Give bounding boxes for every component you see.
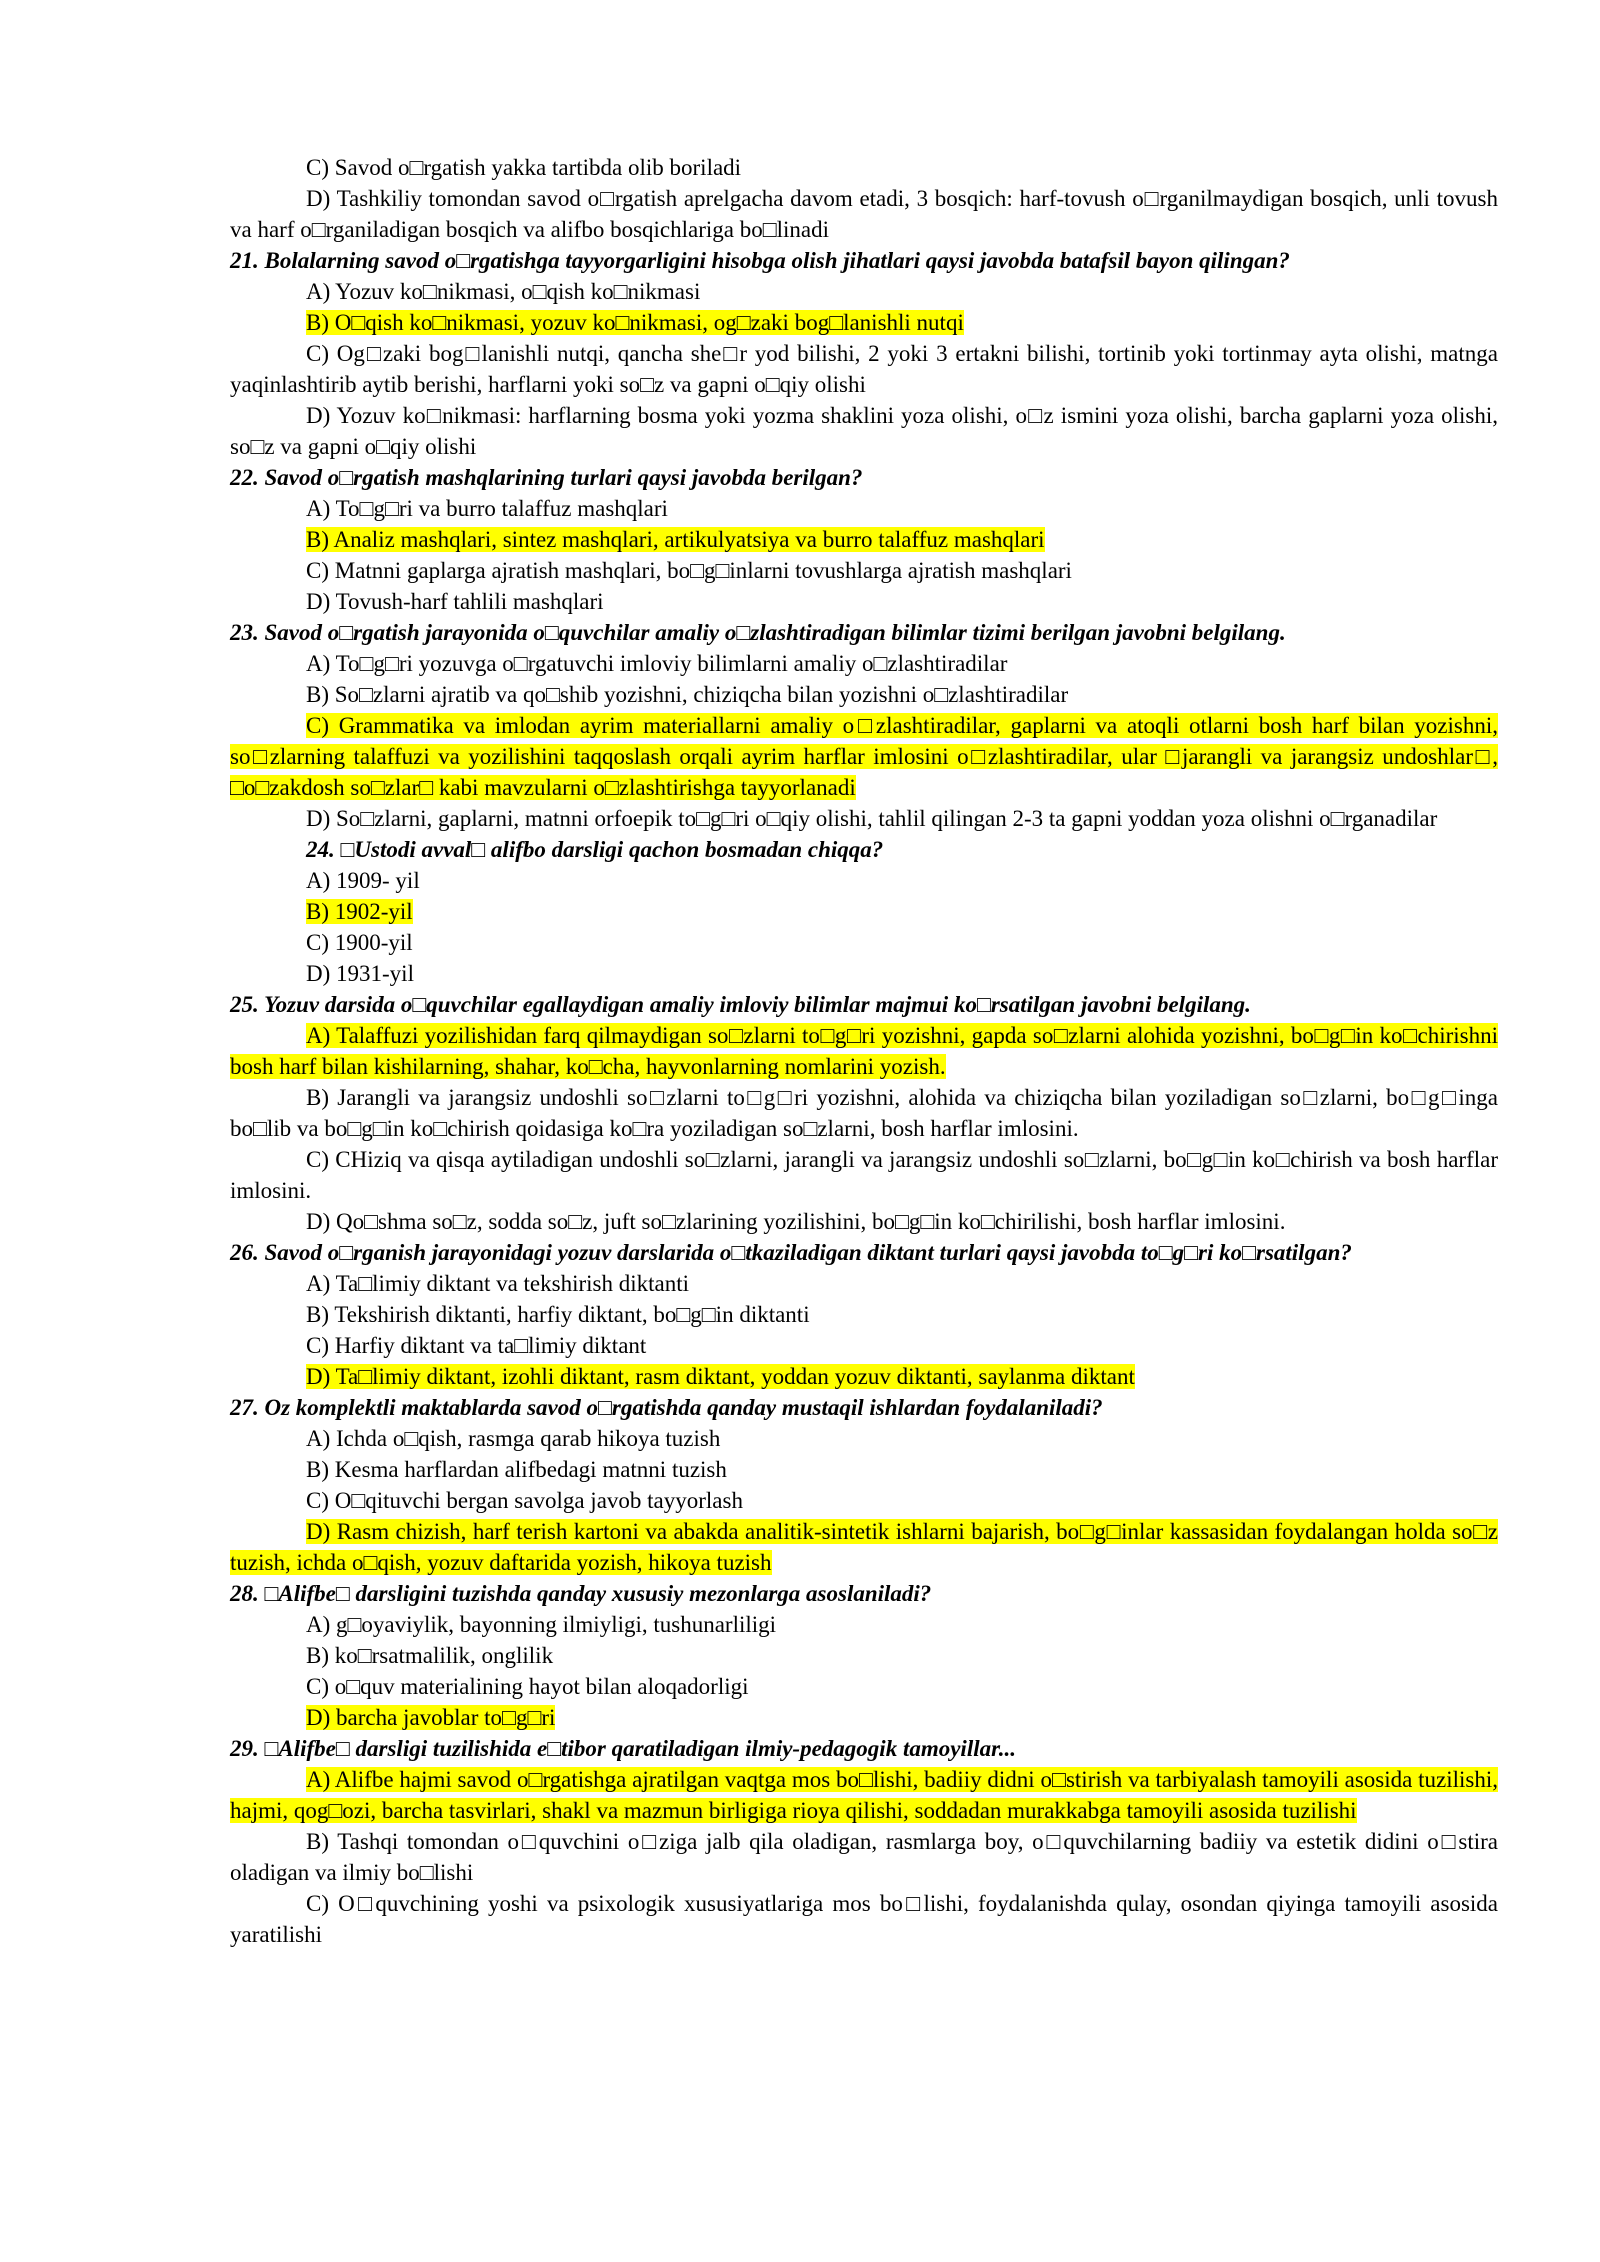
block-text: C) O□quvchining yoshi va psixologik xususiyatlariga mos bo□lishi, foydalanishda qulay, osondan qiyinga tamoyili asosida yaratilishi — [230, 1891, 1498, 1947]
block-text: B) Analiz mashqlari, sintez mashqlari, artikulyatsiya va burro talaffuz mashqlari — [306, 527, 1045, 552]
answer-option-highlighted — [230, 1361, 1498, 1392]
answer-option — [230, 1423, 1498, 1454]
block-text: A) Ta□limiy diktant va tekshirish diktanti — [306, 1271, 690, 1296]
block-text: 24. □Ustodi avval□ alifbo darsligi qachon bosmadan chiqqa? — [306, 837, 884, 862]
block-text: B) O□qish ko□nikmasi, yozuv ko□nikmasi, og□zaki bog□lanishli nutqi — [306, 310, 964, 335]
block-text: A) g□oyaviylik, bayonning ilmiyligi, tushunarliligi — [306, 1612, 777, 1637]
block-text: C) Grammatika va imlodan ayrim materiallarni amaliy o□zlashtiradilar, gaplarni va atoqli otlarni bosh harf bilan yozishni, so□zlarning talaffuzi va yozilishini taqqoslash orqali ayrim harflar imlosini o□zlashtiradilar, ular □jarangli va jarangsiz undoshlar□, □o□zakdosh so□zlar□ kabi mavzularni o□zlashtirishga tayyorlanadi — [230, 713, 1498, 800]
block-text: B) So□zlarni ajratib va qo□shib yozishni, chiziqcha bilan yozishni o□zlashtiradilar — [306, 682, 1069, 707]
question-heading — [230, 1578, 1498, 1609]
answer-option — [230, 1268, 1498, 1299]
question-heading — [230, 617, 1498, 648]
question-heading — [230, 1392, 1498, 1423]
answer-option — [230, 1640, 1498, 1671]
answer-option — [230, 493, 1498, 524]
block-text: C) CHiziq va qisqa aytiladigan undoshli so□zlarni, jarangli va jarangsiz undoshli so□zlarni, bo□g□in ko□chirish va bosh harflar imlosini. — [230, 1147, 1498, 1203]
block-text: A) To□g□ri va burro talaffuz mashqlari — [306, 496, 668, 521]
answer-option — [230, 1888, 1498, 1950]
block-text: C) o□quv materialining hayot bilan aloqadorligi — [306, 1674, 749, 1699]
answer-option — [230, 803, 1498, 834]
block-text: C) Harfiy diktant va ta□limiy diktant — [306, 1333, 647, 1358]
question-heading — [230, 834, 1498, 865]
answer-option — [230, 958, 1498, 989]
block-text: D) Rasm chizish, harf terish kartoni va abakda analitik-sintetik ishlarni bajarish, bo□g□inlar kassasidan foydalangan holda so□z tuzish, ichda o□qish, yozuv daftarida yozish, hikoya tuzish — [230, 1519, 1498, 1575]
answer-option-highlighted — [230, 307, 1498, 338]
block-text: C) Og□zaki bog□lanishli nutqi, qancha she□r yod bilishi, 2 yoki 3 ertakni bilishi, tortinib yoki tortinmay ayta olishi, matnga yaqinlashtirib aytib berishi, harflarni yoki so□z va gapni o□qiy olishi — [230, 341, 1498, 397]
answer-option-highlighted — [230, 710, 1498, 803]
block-text: 26. Savod o□rganish jarayonidagi yozuv darslarida o□tkaziladigan diktant turlari qaysi javobda to□g□ri ko□rsatilgan? — [230, 1240, 1352, 1265]
block-text: D) Qo□shma so□z, sodda so□z, juft so□zlarining yozilishini, bo□g□in ko□chirilishi, bosh harflar imlosini. — [306, 1209, 1286, 1234]
block-text: C) Matnni gaplarga ajratish mashqlari, bo□g□inlarni tovushlarga ajratish mashqlari — [306, 558, 1072, 583]
block-text: D) Yozuv ko□nikmasi: harflarning bosma yoki yozma shaklini yoza olishi, o□z ismini yoza olishi, barcha gaplarni yoza olishi, so□z va gapni o□qiy olishi — [230, 403, 1498, 459]
block-text: 25. Yozuv darsida o□quvchilar egallaydigan amaliy imloviy bilimlar majmui ko□rsatilgan javobni belgilang. — [230, 992, 1251, 1017]
answer-option — [230, 1671, 1498, 1702]
answer-option — [230, 555, 1498, 586]
answer-option — [230, 927, 1498, 958]
answer-option — [230, 1082, 1498, 1144]
question-heading — [230, 1733, 1498, 1764]
answer-option — [230, 679, 1498, 710]
block-text: A) To□g□ri yozuvga o□rgatuvchi imloviy bilimlarni amaliy o□zlashtiradilar — [306, 651, 1008, 676]
question-heading — [230, 245, 1498, 276]
block-text: 27. Oz komplektli maktablarda savod o□rgatishda qanday mustaqil ishlardan foydalaniladi? — [230, 1395, 1103, 1420]
answer-option — [230, 586, 1498, 617]
block-text: 22. Savod o□rgatish mashqlarining turlari qaysi javobda berilgan? — [230, 465, 863, 490]
answer-option — [230, 1144, 1498, 1206]
block-text: A) 1909- yil — [306, 868, 420, 893]
answer-option-highlighted — [230, 896, 1498, 927]
block-text: 29. □Alifbe□ darsligi tuzilishida e□tibor qaratiladigan ilmiy-pedagogik tamoyillar... — [230, 1736, 1017, 1761]
block-text: C) Savod o□rgatish yakka tartibda olib boriladi — [306, 155, 742, 180]
answer-option-highlighted — [230, 1764, 1498, 1826]
block-text: D) barcha javoblar to□g□ri — [306, 1705, 556, 1730]
block-text: B) Tekshirish diktanti, harfiy diktant, bo□g□in diktanti — [306, 1302, 810, 1327]
block-text: 23. Savod o□rgatish jarayonida o□quvchilar amaliy o□zlashtiradigan bilimlar tizimi berilgan javobni belgilang. — [230, 620, 1286, 645]
answer-option — [230, 1826, 1498, 1888]
question-heading — [230, 1237, 1498, 1268]
answer-option — [230, 183, 1498, 245]
answer-option — [230, 648, 1498, 679]
block-text: B) Tashqi tomondan o□quvchini o□ziga jalb qila oladigan, rasmlarga boy, o□quvchilarning badiiy va estetik didini o□stira oladigan va ilmiy bo□lishi — [230, 1829, 1498, 1885]
block-text: C) O□qituvchi bergan savolga javob tayyorlash — [306, 1488, 743, 1513]
answer-option — [230, 1454, 1498, 1485]
answer-option — [230, 1299, 1498, 1330]
answer-option — [230, 338, 1498, 400]
block-text: A) Yozuv ko□nikmasi, o□qish ko□nikmasi — [306, 279, 701, 304]
block-text: 21. Bolalarning savod o□rgatishga tayyorgarligini hisobga olish jihatlari qaysi javobda batafsil bayon qilingan? — [230, 248, 1290, 273]
answer-option — [230, 1330, 1498, 1361]
answer-option-highlighted — [230, 1516, 1498, 1578]
answer-option — [230, 152, 1498, 183]
block-text: B) Kesma harflardan alifbedagi matnni tuzish — [306, 1457, 727, 1482]
answer-option-highlighted — [230, 1702, 1498, 1733]
answer-option-highlighted — [230, 524, 1498, 555]
block-text: 28. □Alifbe□ darsligini tuzishda qanday xususiy mezonlarga asoslaniladi? — [230, 1581, 932, 1606]
block-text: D) 1931-yil — [306, 961, 414, 986]
answer-option — [230, 1485, 1498, 1516]
answer-option-highlighted — [230, 1020, 1498, 1082]
block-text: D) Tovush-harf tahlili mashqlari — [306, 589, 604, 614]
answer-option — [230, 276, 1498, 307]
question-heading — [230, 462, 1498, 493]
block-text: C) 1900-yil — [306, 930, 413, 955]
block-text: B) Jarangli va jarangsiz undoshli so□zlarni to□g□ri yozishni, alohida va chiziqcha bilan yoziladigan so□zlarni, bo□g□inga bo□lib va bo□g□in ko□chirish qoidasiga ko□ra yoziladigan so□zlarni, bosh harflar imlosini. — [230, 1085, 1498, 1141]
block-text: B) 1902-yil — [306, 899, 413, 924]
block-text: A) Ichda o□qish, rasmga qarab hikoya tuzish — [306, 1426, 721, 1451]
block-text: D) Tashkiliy tomondan savod o□rgatish aprelgacha davom etadi, 3 bosqich: harf-tovush o□rganilmaydigan bosqich, unli tovush va harf o□rganiladigan bosqich va alifbo bosqichlariga bo□linadi — [230, 186, 1498, 242]
document-page — [230, 152, 1498, 1950]
answer-option — [230, 1609, 1498, 1640]
answer-option — [230, 865, 1498, 896]
answer-option — [230, 400, 1498, 462]
block-text: A) Talaffuzi yozilishidan farq qilmaydigan so□zlarni to□g□ri yozishni, gapda so□zlarni alohida yozishni, bo□g□in ko□chirishni bosh harf bilan kishilarning, shahar, ko□cha, hayvonlarning nomlarini yozish. — [230, 1023, 1498, 1079]
question-heading — [230, 989, 1498, 1020]
block-text: B) ko□rsatmalilik, onglilik — [306, 1643, 554, 1668]
block-text: A) Alifbe hajmi savod o□rgatishga ajratilgan vaqtga mos bo□lishi, badiiy didni o□stirish va tarbiyalash tamoyili asosida tuzilishi, hajmi, qog□ozi, barcha tasvirlari, shakl va mazmun birligiga rioya qilishi, soddadan murakkabga tamoyili asosida tuzilishi — [230, 1767, 1498, 1823]
block-text: D) Ta□limiy diktant, izohli diktant, rasm diktant, yoddan yozuv diktanti, saylanma diktant — [306, 1364, 1135, 1389]
block-text: D) So□zlarni, gaplarni, matnni orfoepik to□g□ri o□qiy olishi, tahlil qilingan 2-3 ta gapni yoddan yoza olishni o□rganadilar — [306, 806, 1438, 831]
answer-option — [230, 1206, 1498, 1237]
